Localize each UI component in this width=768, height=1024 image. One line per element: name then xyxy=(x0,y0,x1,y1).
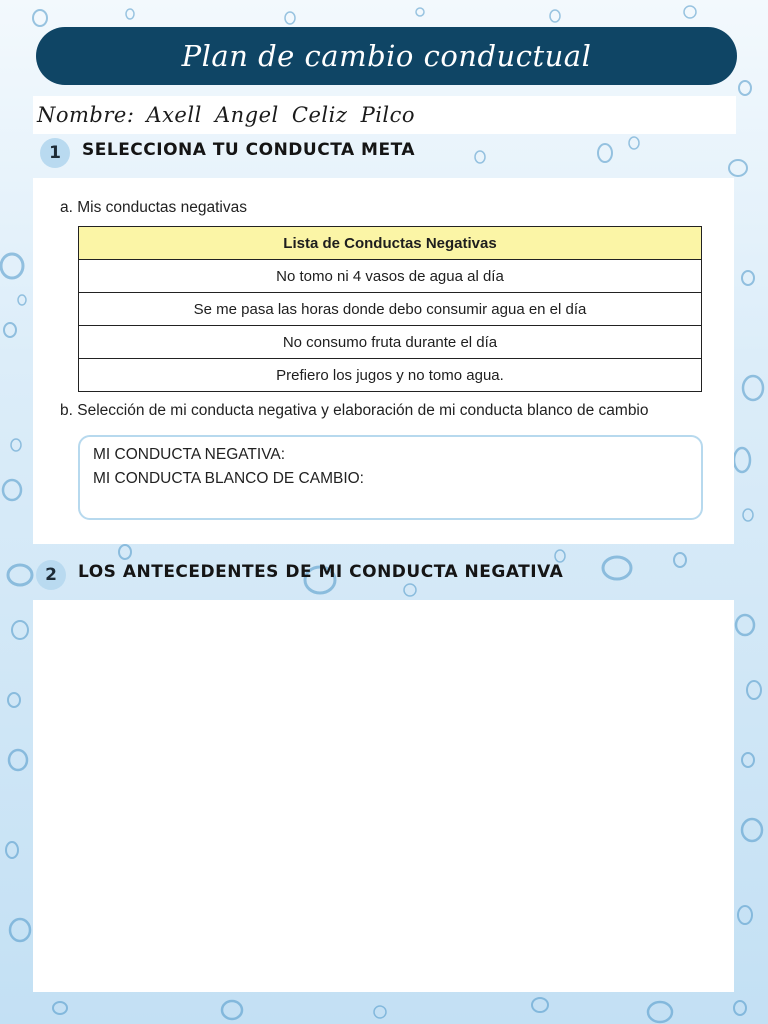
negative-behavior-label: MI CONDUCTA NEGATIVA: xyxy=(93,446,286,463)
title-banner xyxy=(36,27,737,85)
section-2-panel[interactable] xyxy=(33,600,734,992)
page-title: Plan de cambio conductual xyxy=(181,39,592,73)
part-a-label: a. Mis conductas negativas xyxy=(60,199,247,216)
table-cell: No tomo ni 4 vasos de agua al día xyxy=(79,260,702,293)
name-label: Nombre: xyxy=(37,103,135,127)
target-behavior-label: MI CONDUCTA BLANCO DE CAMBIO: xyxy=(93,470,364,487)
name-field[interactable] xyxy=(33,96,736,134)
section-1-heading xyxy=(40,138,415,168)
section-1-panel xyxy=(33,178,734,544)
table-row xyxy=(79,359,702,392)
section-1-title: SELECCIONA TU CONDUCTA META xyxy=(82,140,416,160)
section-1-number: 1 xyxy=(40,138,70,168)
behavior-selection-box[interactable] xyxy=(78,435,703,520)
table-row xyxy=(79,293,702,326)
table-cell: Se me pasa las horas donde debo consumir agua en el día xyxy=(79,293,702,326)
table-row xyxy=(79,260,702,293)
table-cell: Prefiero los jugos y no tomo agua. xyxy=(79,359,702,392)
table-row xyxy=(79,326,702,359)
name-value: Axell Angel Celiz Pilco xyxy=(146,103,416,127)
table-header: Lista de Conductas Negativas xyxy=(79,227,702,260)
section-2-number: 2 xyxy=(36,560,66,590)
table-cell: No consumo fruta durante el día xyxy=(79,326,702,359)
section-2-title: LOS ANTECEDENTES DE MI CONDUCTA NEGATIVA xyxy=(78,562,564,582)
part-b-label: b. Selección de mi conducta negativa y elaboración de mi conducta blanco de cambio xyxy=(60,402,649,419)
negative-behaviors-table xyxy=(78,226,702,392)
section-2-heading xyxy=(36,560,563,590)
